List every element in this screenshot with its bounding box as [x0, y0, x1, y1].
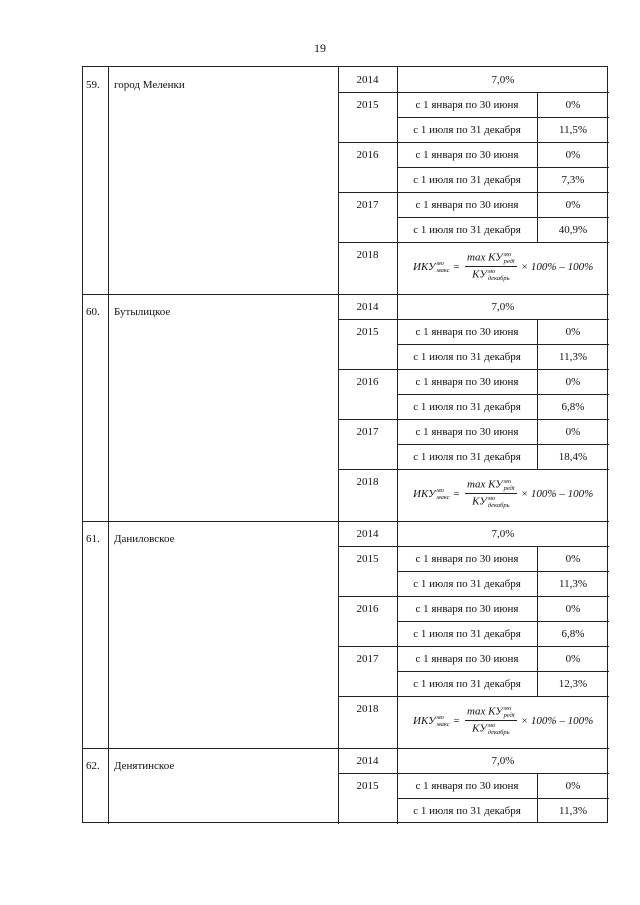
period-label: с 1 июля по 31 декабря: [413, 124, 521, 136]
year-label: 2017: [356, 426, 379, 438]
entry-number: 60.: [86, 306, 100, 318]
formula-denominator-text: КУ: [472, 495, 487, 508]
year-label: 2015: [356, 780, 379, 792]
formula-numerator: [465, 478, 517, 494]
year-label: 2014: [356, 301, 379, 313]
formula-numerator-text: max КУ: [467, 705, 503, 718]
formula-superscript: мо: [436, 259, 444, 267]
formula-index-stack: [437, 487, 450, 501]
year-divider: [338, 469, 609, 470]
rate-value: 11,3%: [558, 805, 587, 817]
municipality-name: Бутылицкое: [114, 306, 171, 318]
period-label: с 1 июля по 31 декабря: [413, 678, 521, 690]
flat-rate-value: 7,0%: [491, 528, 515, 540]
year-label: 2014: [356, 74, 379, 86]
formula-tail: × 100% – 100%: [520, 260, 594, 273]
year-divider: [338, 192, 609, 193]
formula-index-stack: [488, 722, 510, 736]
flat-rate-value: 7,0%: [491, 755, 515, 767]
rate-value: 11,5%: [558, 124, 587, 136]
flat-rate-value: 7,0%: [491, 74, 515, 86]
formula-equals: =: [452, 714, 461, 727]
value-column-divider: [537, 369, 538, 419]
row-divider: [397, 671, 609, 672]
year-divider: [338, 92, 609, 93]
period-label: с 1 июля по 31 декабря: [413, 174, 521, 186]
entry-divider: [83, 521, 609, 522]
year-divider: [338, 546, 609, 547]
value-column-divider: [537, 773, 538, 823]
period-column-divider: [397, 67, 398, 824]
formula-superscript: мо: [487, 495, 496, 502]
value-column-divider: [537, 92, 538, 142]
period-label: с 1 января по 30 июня: [415, 326, 519, 338]
formula-lhs: ИКУ: [413, 714, 436, 727]
formula-index-stack: [504, 478, 515, 492]
rate-value: 0%: [565, 553, 581, 565]
year-divider: [338, 242, 609, 243]
year-label: 2016: [356, 603, 379, 615]
value-column-divider: [537, 192, 538, 242]
tariff-table: [82, 66, 608, 823]
period-label: с 1 января по 30 июня: [415, 149, 519, 161]
row-divider: [397, 167, 609, 168]
period-label: с 1 января по 30 июня: [415, 603, 519, 615]
formula-superscript: мо: [487, 268, 496, 275]
formula-subscript: макс: [436, 493, 450, 501]
rate-value: 18,4%: [558, 451, 588, 463]
formula-denominator-text: КУ: [472, 722, 487, 735]
year-label: 2014: [356, 528, 379, 540]
entry-number: 61.: [86, 533, 100, 545]
value-column-divider: [537, 596, 538, 646]
period-label: с 1 июля по 31 декабря: [413, 401, 521, 413]
row-divider: [397, 444, 609, 445]
year-label: 2017: [356, 653, 379, 665]
index-formula: [413, 478, 593, 509]
formula-subscript: декабрь: [487, 275, 510, 282]
period-label: с 1 июля по 31 декабря: [413, 224, 521, 236]
year-divider: [338, 596, 609, 597]
year-label: 2018: [356, 703, 379, 715]
formula-index-stack: [488, 268, 510, 282]
year-label: 2014: [356, 755, 379, 767]
formula-denominator: [472, 267, 509, 282]
formula-numerator: [465, 705, 517, 721]
formula-equals: =: [452, 487, 461, 500]
rate-value: 6,8%: [561, 401, 585, 413]
year-divider: [338, 319, 609, 320]
value-column-divider: [537, 419, 538, 469]
formula-superscript: мо: [487, 722, 496, 729]
year-divider: [338, 419, 609, 420]
index-formula: [413, 705, 593, 736]
formula-subscript: макс: [436, 720, 450, 728]
period-label: с 1 января по 30 июня: [415, 553, 519, 565]
index-formula: [413, 251, 593, 282]
year-divider: [338, 142, 609, 143]
year-divider: [338, 646, 609, 647]
rate-value: 0%: [565, 426, 581, 438]
formula-subscript: декабрь: [487, 502, 510, 509]
year-divider: [338, 696, 609, 697]
rate-value: 0%: [565, 199, 581, 211]
year-label: 2018: [356, 476, 379, 488]
entry-number: 62.: [86, 760, 100, 772]
formula-numerator-text: max КУ: [467, 478, 503, 491]
value-column-divider: [537, 142, 538, 192]
period-label: с 1 июля по 31 декабря: [413, 351, 521, 363]
value-column-divider: [537, 546, 538, 596]
formula-lhs: ИКУ: [413, 260, 436, 273]
year-label: 2018: [356, 249, 379, 261]
rate-value: 0%: [565, 603, 581, 615]
period-label: с 1 июля по 31 декабря: [413, 451, 521, 463]
formula-index-stack: [488, 495, 510, 509]
year-divider: [338, 773, 609, 774]
formula-subscript: макс: [436, 266, 450, 274]
formula-subscript: декабрь: [487, 729, 510, 736]
rate-value: 7,3%: [561, 174, 585, 186]
row-divider: [397, 217, 609, 218]
page-number: 19: [314, 41, 326, 55]
formula-equals: =: [452, 260, 461, 273]
formula-subscript: реді: [503, 258, 515, 265]
entry-number: 59.: [86, 79, 100, 91]
formula-superscript: мо: [503, 705, 512, 712]
formula-fraction: [465, 705, 517, 736]
rate-value: 12,3%: [558, 678, 588, 690]
row-divider: [397, 798, 609, 799]
municipality-name: город Меленки: [114, 79, 185, 91]
rate-value: 0%: [565, 780, 581, 792]
formula-index-stack: [504, 251, 515, 265]
period-label: с 1 января по 30 июня: [415, 426, 519, 438]
rate-value: 0%: [565, 653, 581, 665]
year-label: 2015: [356, 326, 379, 338]
formula-index-stack: [504, 705, 515, 719]
formula-superscript: мо: [503, 251, 512, 258]
formula-superscript: мо: [436, 486, 444, 494]
formula-subscript: реді: [503, 485, 515, 492]
formula-tail: × 100% – 100%: [520, 714, 594, 727]
formula-index-stack: [437, 260, 450, 274]
year-divider: [338, 369, 609, 370]
period-label: с 1 июля по 31 декабря: [413, 628, 521, 640]
formula-tail: × 100% – 100%: [520, 487, 594, 500]
period-label: с 1 июля по 31 декабря: [413, 578, 521, 590]
period-label: с 1 января по 30 июня: [415, 653, 519, 665]
year-label: 2015: [356, 99, 379, 111]
rate-value: 0%: [565, 376, 581, 388]
municipality-name: Даниловское: [114, 533, 175, 545]
formula-denominator: [472, 721, 509, 736]
rate-value: 40,9%: [558, 224, 588, 236]
period-label: с 1 января по 30 июня: [415, 199, 519, 211]
municipality-name: Денятинское: [114, 760, 175, 772]
entry-divider: [83, 294, 609, 295]
period-label: с 1 июля по 31 декабря: [413, 805, 521, 817]
formula-denominator-text: КУ: [472, 268, 487, 281]
period-label: с 1 января по 30 июня: [415, 780, 519, 792]
value-column-divider: [537, 319, 538, 369]
formula-lhs: ИКУ: [413, 487, 436, 500]
entry-divider: [83, 748, 609, 749]
row-divider: [397, 571, 609, 572]
rate-value: 11,3%: [558, 578, 587, 590]
formula-fraction: [465, 478, 517, 509]
period-label: с 1 января по 30 июня: [415, 99, 519, 111]
formula-fraction: [465, 251, 517, 282]
row-divider: [397, 394, 609, 395]
year-label: 2016: [356, 376, 379, 388]
formula-subscript: реді: [503, 712, 515, 719]
formula-denominator: [472, 494, 509, 509]
formula-numerator-text: max КУ: [467, 251, 503, 264]
row-divider: [397, 117, 609, 118]
number-column-divider: [108, 67, 109, 824]
rate-value: 0%: [565, 99, 581, 111]
rate-value: 11,3%: [558, 351, 587, 363]
value-column-divider: [537, 646, 538, 696]
year-label: 2015: [356, 553, 379, 565]
rate-value: 6,8%: [561, 628, 585, 640]
row-divider: [397, 344, 609, 345]
flat-rate-value: 7,0%: [491, 301, 515, 313]
formula-numerator: [465, 251, 517, 267]
row-divider: [397, 621, 609, 622]
formula-superscript: мо: [503, 478, 512, 485]
rate-value: 0%: [565, 326, 581, 338]
rate-value: 0%: [565, 149, 581, 161]
formula-superscript: мо: [436, 713, 444, 721]
year-label: 2017: [356, 199, 379, 211]
year-label: 2016: [356, 149, 379, 161]
year-column-divider: [338, 67, 339, 824]
formula-index-stack: [437, 714, 450, 728]
period-label: с 1 января по 30 июня: [415, 376, 519, 388]
